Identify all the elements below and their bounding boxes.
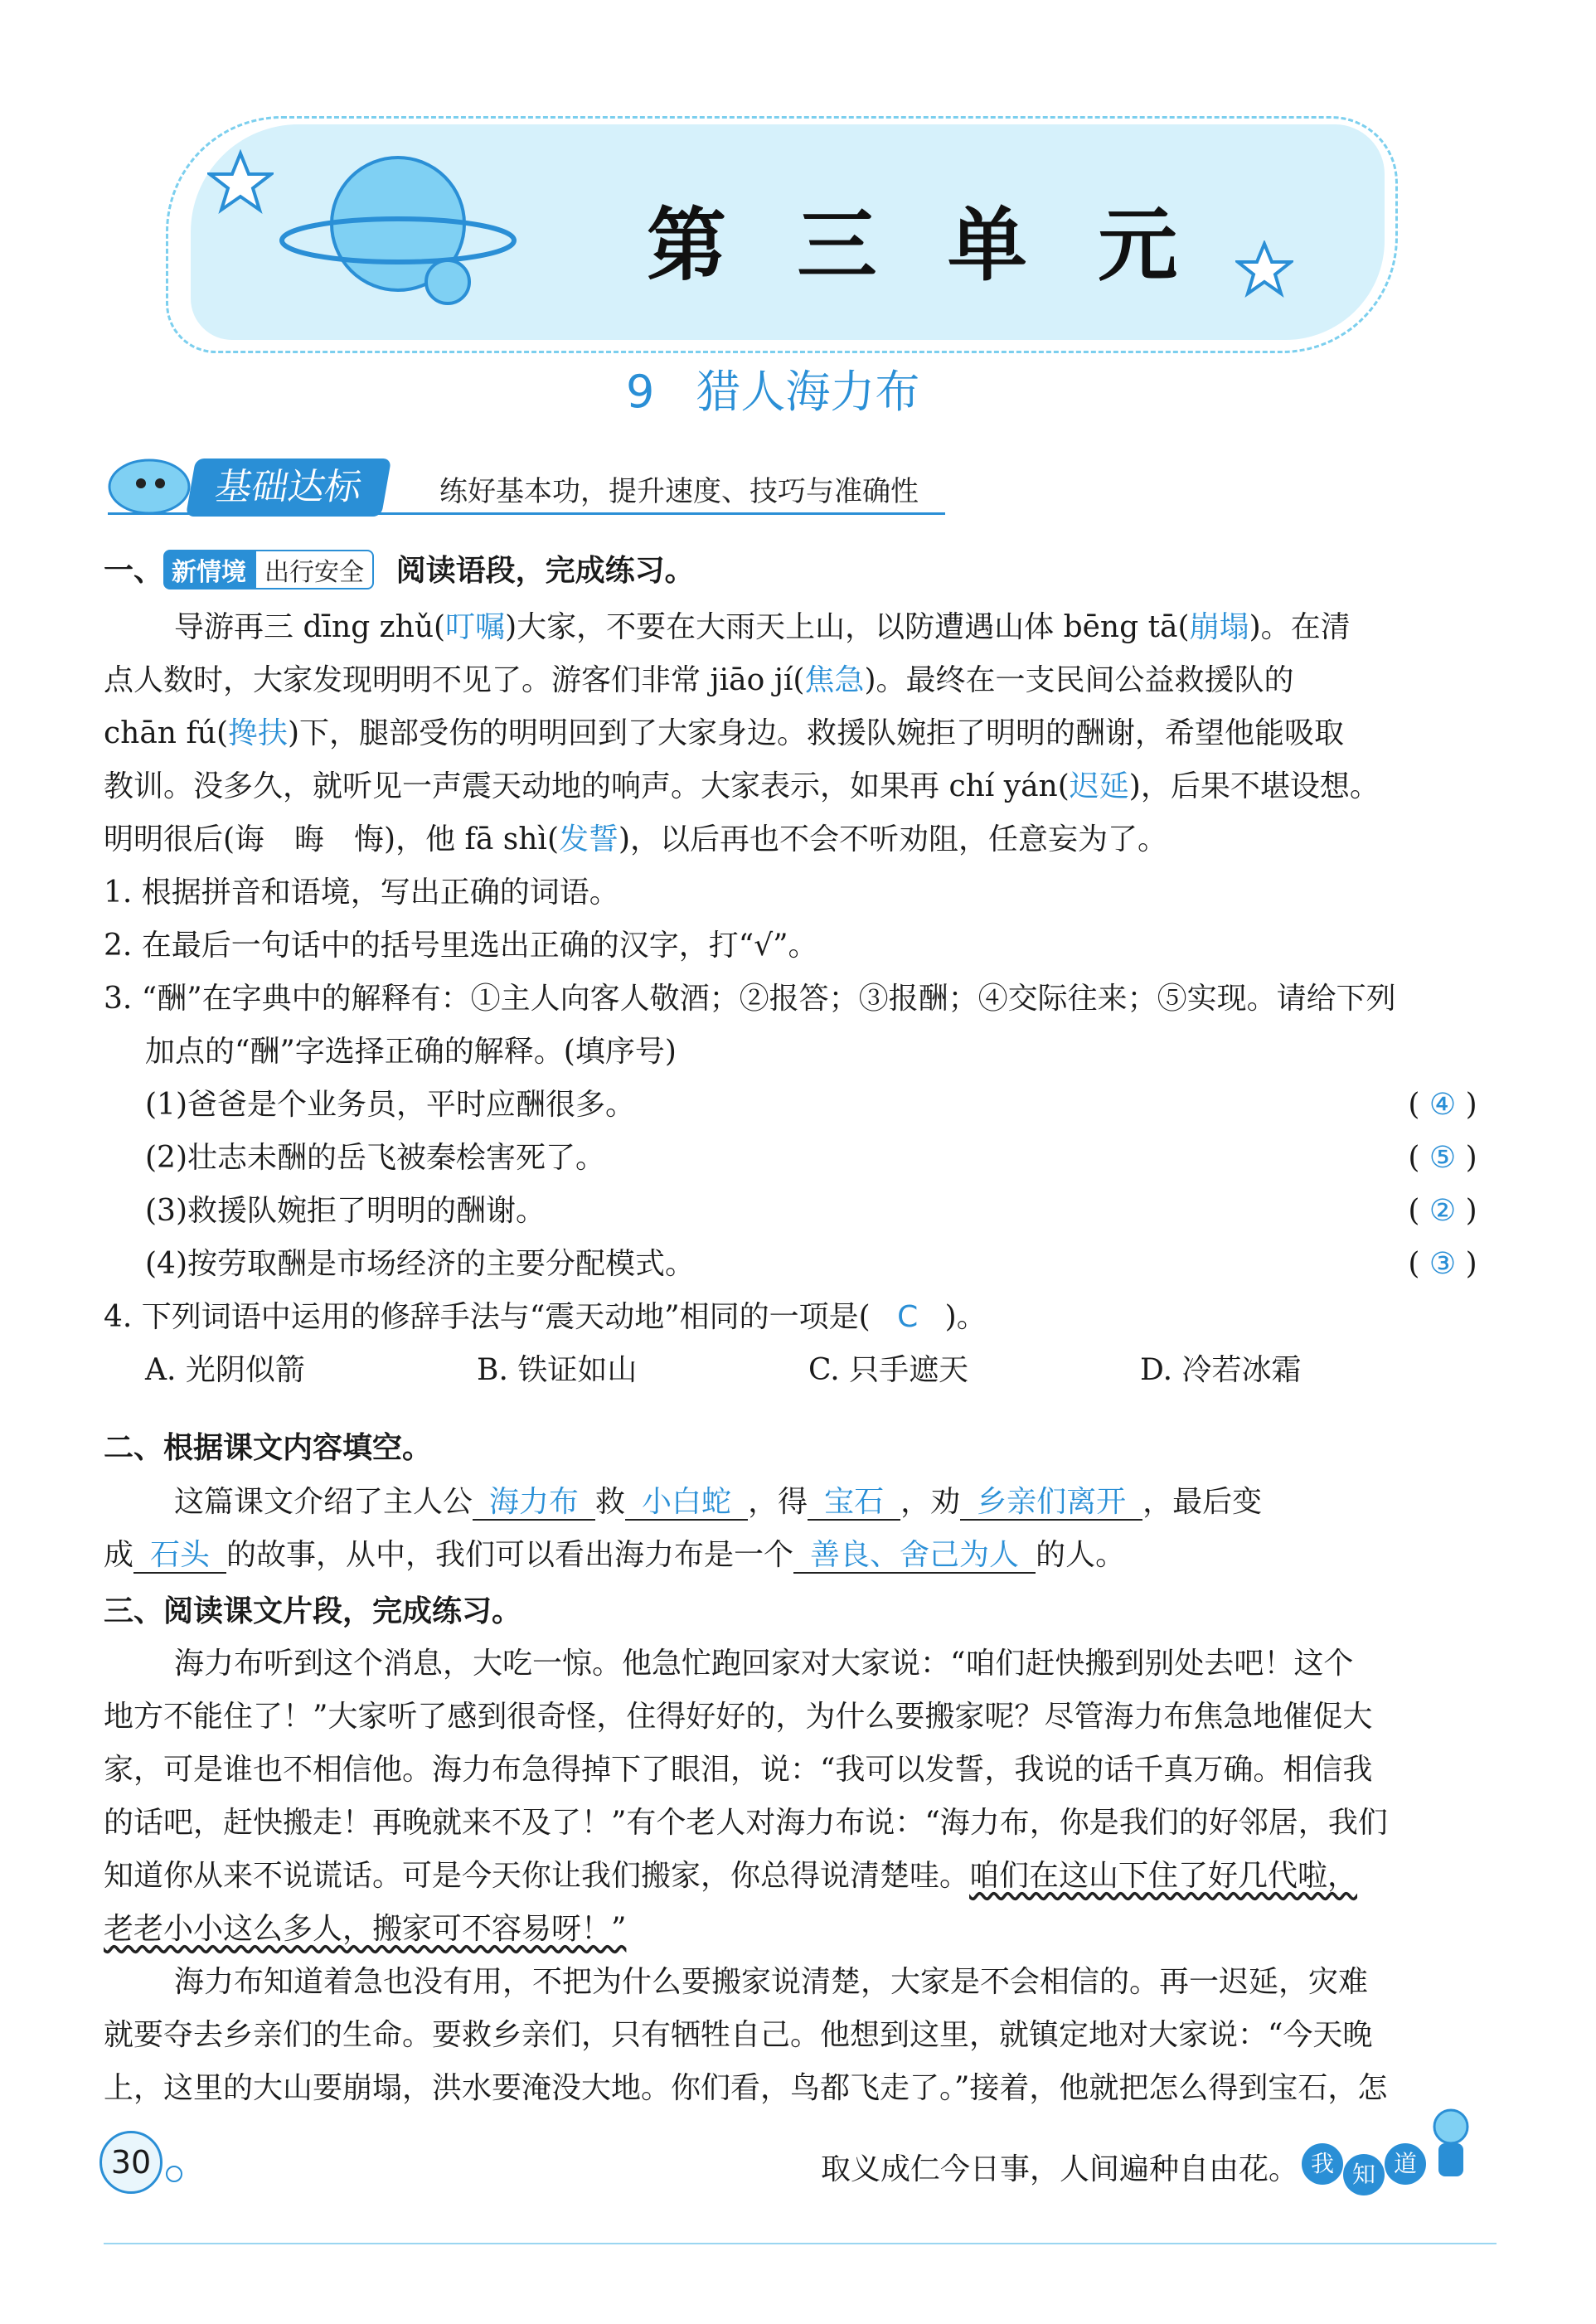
mascot-icon (104, 452, 195, 518)
answer: 焦急 (804, 663, 865, 697)
section-badge: 基础达标 (186, 458, 391, 517)
lesson-name: 猎人海力布 (696, 366, 920, 418)
choice-item (104, 1132, 1497, 1185)
passage-line: 海力布听到这个消息，大吃一惊。他急忙跑回家对大家说：“咱们赶快搬到别处去吧！这个 (174, 1647, 1354, 1681)
answer: 叮嘱 (445, 610, 506, 644)
lesson-title (626, 357, 919, 420)
sub-question-3-cont: 加点的“酬”字选择正确的解释。(填序号) (145, 1035, 677, 1069)
boy-mascot-icon (1422, 2106, 1480, 2189)
q3-heading: 三、阅读课文片段，完成练习。 (104, 1594, 522, 1628)
choice-item-text: (1)爸爸是个业务员，平时应酬很多。 (145, 1088, 635, 1122)
passage-line: 导游再三 dīng zhǔ(叮嘱)大家，不要在大雨天上山，以防遭遇山体 bēng tā(崩塌)。在清 (174, 610, 1351, 644)
choice-item (104, 1079, 1497, 1132)
passage-line: 海力布知道着急也没有用，不把为什么要搬家说清楚，大家是不会相信的。再一迟延，灾难 (174, 1965, 1369, 1999)
choice-items (104, 1079, 1497, 1291)
choice-item (104, 1238, 1497, 1291)
tag-context: 出行安全 (255, 550, 374, 589)
answer: C (897, 1300, 919, 1334)
page-number: 30 (99, 2131, 163, 2194)
answer: 迟延 (1069, 769, 1129, 803)
q1-heading (104, 547, 695, 589)
tag-new-context: 新情境 (163, 550, 255, 589)
sub-question-3: 3. “酬”在字典中的解释有：①主人向客人敬酒；②报答；③报酬；④交际往来；⑤实现。请给下列 (104, 982, 1396, 1016)
section-divider (108, 512, 945, 515)
blank: 乡亲们离开 (960, 1485, 1142, 1521)
passage-line: chān fú(搀扶)下，腿部受伤的明明回到了大家身边。救援队婉拒了明明的酬谢，希望他能吸取 (104, 716, 1345, 750)
logo-char: 我 (1302, 2143, 1343, 2185)
passage-line: 家，可是谁也不相信他。海力布急得掉下了眼泪，说：“我可以发誓，我说的话千真万确。相信我 (104, 1753, 1373, 1787)
answer: 发誓 (558, 822, 619, 856)
blank: 小白蛇 (625, 1485, 748, 1521)
blank: 海力布 (473, 1485, 595, 1521)
sub-question-1: 1. 根据拼音和语境，写出正确的词语。 (104, 876, 619, 910)
q2-heading: 二、根据课文内容填空。 (104, 1431, 433, 1465)
wavy-underlined-text: 老老小小这么多人，搬家可不容易呀！” (104, 1912, 627, 1946)
choice-item-answer: ( ④ ) (1408, 1088, 1477, 1122)
lesson-number: 9 (626, 366, 655, 418)
passage-line: 就要夺去乡亲们的生命。要救乡亲们，只有牺牲自己。他想到这里，就镇定地对大家说：“今天晚 (104, 2018, 1373, 2052)
passage-line: 的话吧，赶快搬走！再晚就来不及了！”有个老人对海力布说：“海力布，你是我们的好邻居，我们 (104, 1806, 1388, 1840)
option-d: D. 冷若冰霜 (1140, 1353, 1302, 1387)
passage-line: 地方不能住了！”大家听了感到很奇怪，住得好好的，为什么要搬家呢？尽管海力布焦急地催促大 (104, 1700, 1373, 1734)
option-a: A. 光阴似箭 (145, 1353, 305, 1387)
logo-char: 道 (1385, 2143, 1426, 2185)
footer-motto: 取义成仁今日事，人间遍种自由花。 (821, 2152, 1299, 2186)
choice-item-text: (2)壮志未酬的岳飞被秦桧害死了。 (145, 1141, 605, 1175)
sub-question-2: 2. 在最后一句话中的括号里选出正确的汉字，打“√”。 (104, 929, 818, 963)
choice-item-answer: ( ⑤ ) (1408, 1141, 1477, 1175)
q1-passage (104, 601, 1497, 1397)
option-c: C. 只手遮天 (808, 1353, 969, 1387)
logo-char: 知 (1343, 2154, 1385, 2195)
q1-number: 一、 (104, 554, 164, 588)
fill-line: 成 石头 的故事，从中，我们可以看出海力布是一个 善良、舍己为人 的人。 (104, 1538, 1126, 1572)
footer-divider (104, 2243, 1497, 2244)
star-icon (207, 149, 274, 216)
section-subtitle: 练好基本功，提升速度、技巧与准确性 (439, 475, 919, 508)
sub-question-4: 4. 下列词语中运用的修辞手法与“震天动地”相同的一项是( C )。 (104, 1291, 1497, 1344)
blank: 石头 (133, 1538, 226, 1574)
options-row (104, 1344, 1497, 1397)
decor-dot (166, 2166, 182, 2182)
passage-line: 教训。没多久，就听见一声震天动地的响声。大家表示，如果再 chí yán(迟延)，后果不堪设想。 (104, 769, 1380, 803)
option-b: B. 铁证如山 (477, 1353, 638, 1387)
unit-title: 第 三 单 元 (647, 199, 1200, 292)
choice-item-answer: ( ③ ) (1408, 1247, 1477, 1281)
q1-instruction: 阅读语段，完成练习。 (395, 554, 695, 588)
q3-passage (104, 1637, 1497, 2115)
blank: 宝石 (808, 1485, 900, 1521)
star-icon (1235, 240, 1293, 298)
answer: 崩塌 (1189, 610, 1249, 644)
q2-text (104, 1476, 1497, 1582)
choice-item (104, 1185, 1497, 1238)
planet-icon (274, 149, 522, 315)
passage-line: 点人数时，大家发现明明不见了。游客们非常 jiāo jí(焦急)。最终在一支民间公益救援队的 (104, 663, 1294, 697)
passage-line: 上，这里的大山要崩塌，洪水要淹没大地。你们看，鸟都飞走了。”接着，他就把怎么得到宝石，怎 (104, 2071, 1388, 2105)
blank: 善良、舍己为人 (793, 1538, 1036, 1574)
passage-line: 知道你从来不说谎话。可是今天你让我们搬家，你总得说清楚哇。咱们在这山下住了好几代啦， (104, 1859, 1358, 1893)
answer: 搀扶 (228, 716, 289, 750)
wavy-underlined-text: 咱们在这山下住了好几代啦， (969, 1859, 1358, 1893)
choice-item-text: (4)按劳取酬是市场经济的主要分配模式。 (145, 1247, 695, 1281)
passage-line: 明明很后(诲 晦 悔)，他 fā shì(发誓)，以后再也不会不听劝阻，任意妄为了。 (104, 822, 1168, 856)
choice-item-answer: ( ② ) (1408, 1194, 1477, 1228)
fill-line: 这篇课文介绍了主人公 海力布 救 小白蛇 ，得 宝石 ，劝 乡亲们离开 ，最后变 (174, 1485, 1263, 1519)
choice-item-text: (3)救援队婉拒了明明的酬谢。 (145, 1194, 546, 1228)
